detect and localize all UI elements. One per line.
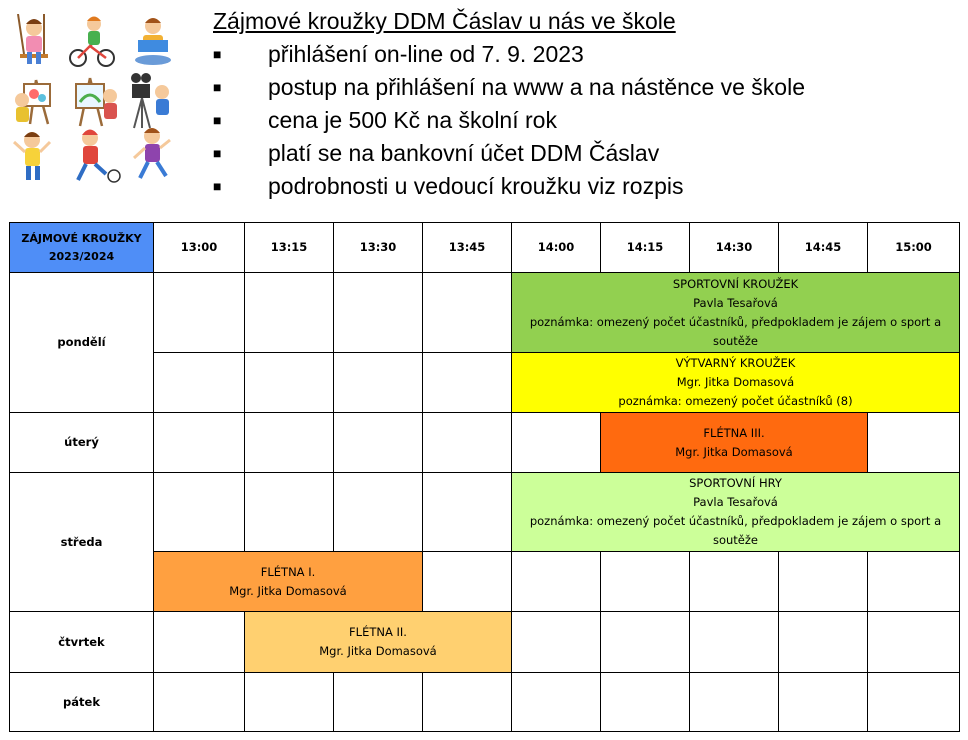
empty-slot [690,552,779,612]
activity-sport-club [512,273,960,353]
time-header-cell: 14:45 [779,223,868,273]
bullet-square-icon: ■ [213,79,222,95]
table-row [10,612,960,673]
empty-slot [690,673,779,732]
table-row [10,673,960,732]
activity-note: poznámka: omezený počet účastníků, předpokladem je zájem o sport a soutěže [529,314,942,348]
time-header-cell: 14:00 [512,223,601,273]
empty-slot [512,612,601,673]
child-running-figure [134,128,170,178]
day-label-thursday: čtvrtek [10,612,154,673]
child-swing-figure [18,14,48,64]
child-ball-figure [78,130,120,183]
bullet-square-icon: ■ [213,178,222,194]
time-header-cell: 14:30 [690,223,779,273]
info-bullet-item: ■ postup na přihlášení na www a na nástěnce ve škole [213,71,805,104]
info-bullet-item: ■ platí se na bankovní účet DDM Čáslav [213,137,805,170]
child-easel-figure [76,78,117,126]
activity-sport-games [512,473,960,552]
info-bullet-item: ■ přihlášení on-line od 7. 9. 2023 [213,38,805,71]
activity-name: VÝTVARNÝ KROUŽEK [675,356,796,370]
empty-slot [154,673,245,732]
time-header-cell: 14:15 [601,223,690,273]
activity-name: FLÉTNA II. [349,625,407,639]
schedule-corner-cell: ZÁJMOVÉ KROUŽKY 2023/2024 [10,223,154,273]
time-header-cell: 13:45 [423,223,512,273]
empty-slot [154,612,245,673]
table-row [10,413,960,473]
empty-slot [245,473,334,552]
bullet-square-icon: ■ [213,112,222,128]
empty-slot [779,552,868,612]
empty-slot [423,552,512,612]
activity-leader: Mgr. Jitka Domasová [319,644,437,658]
schedule-table [9,222,960,732]
day-label-wednesday: středa [10,473,154,612]
bullet-square-icon: ■ [213,46,222,62]
activity-flute-2 [245,612,512,673]
bullet-square-icon: ■ [213,145,222,161]
activity-flute-3 [601,413,868,473]
time-header-cell: 13:15 [245,223,334,273]
empty-slot [423,673,512,732]
page-title: Zájmové kroužky DDM Čáslav u nás ve škole [213,8,676,34]
day-label-tuesday: úterý [10,413,154,473]
child-reading-figure [135,18,171,65]
empty-slot [154,473,245,552]
activity-name: FLÉTNA I. [260,564,316,579]
empty-slot [512,673,601,732]
empty-slot [868,413,960,473]
empty-slot [245,353,334,413]
empty-slot [334,273,423,353]
day-label-monday: pondělí [10,273,154,413]
activity-leader: Pavla Tesařová [693,295,778,310]
time-header-cell: 13:30 [334,223,423,273]
empty-slot [334,673,423,732]
day-label-friday: pátek [10,673,154,732]
activity-leader: Mgr. Jitka Domasová [675,444,793,459]
info-bullet-item: ■ podrobnosti u vedoucí kroužku viz rozpis [213,170,805,203]
time-header-cell: 15:00 [868,223,960,273]
empty-slot [423,413,512,473]
time-header-row [10,223,960,273]
empty-slot [245,273,334,353]
empty-slot [154,413,245,473]
empty-slot [868,552,960,612]
empty-slot [245,413,334,473]
activity-note: poznámka: omezený počet účastníků, předpokladem je zájem o sport a soutěže [529,514,942,547]
activity-name: SPORTOVNÍ HRY [689,476,782,490]
empty-slot [512,413,601,473]
empty-slot [601,673,690,732]
empty-slot [423,473,512,552]
children-clipart [10,14,175,189]
activity-leader: Mgr. Jitka Domasová [676,375,795,389]
activity-art-club [512,353,960,413]
time-header-cell: 13:00 [154,223,245,273]
activity-leader: Pavla Tesařová [693,495,778,509]
activity-name: FLÉTNA III. [703,425,765,440]
table-row [10,273,960,353]
activity-flute-1 [154,552,423,612]
empty-slot [512,552,601,612]
empty-slot [868,612,960,673]
empty-slot [601,552,690,612]
empty-slot [334,473,423,552]
empty-slot [690,612,779,673]
activity-leader: Mgr. Jitka Domasová [229,583,347,598]
empty-slot [779,612,868,673]
activity-note: poznámka: omezený počet účastníků (8) [618,394,853,408]
activity-name: SPORTOVNÍ KROUŽEK [672,276,799,291]
empty-slot [334,353,423,413]
empty-slot [334,413,423,473]
empty-slot [868,673,960,732]
empty-slot [154,353,245,413]
empty-slot [779,673,868,732]
empty-slot [245,673,334,732]
empty-slot [154,273,245,353]
child-bicycle-figure [70,17,114,67]
empty-slot [423,273,512,353]
info-bullet-item: ■ cena je 500 Kč na školní rok [213,104,805,137]
child-jumping-figure [14,132,50,180]
child-painting-figure [15,80,50,124]
empty-slot [423,353,512,413]
child-camera-figure [131,73,169,128]
info-bullet-list [213,38,805,203]
table-row [10,473,960,552]
empty-slot [601,612,690,673]
